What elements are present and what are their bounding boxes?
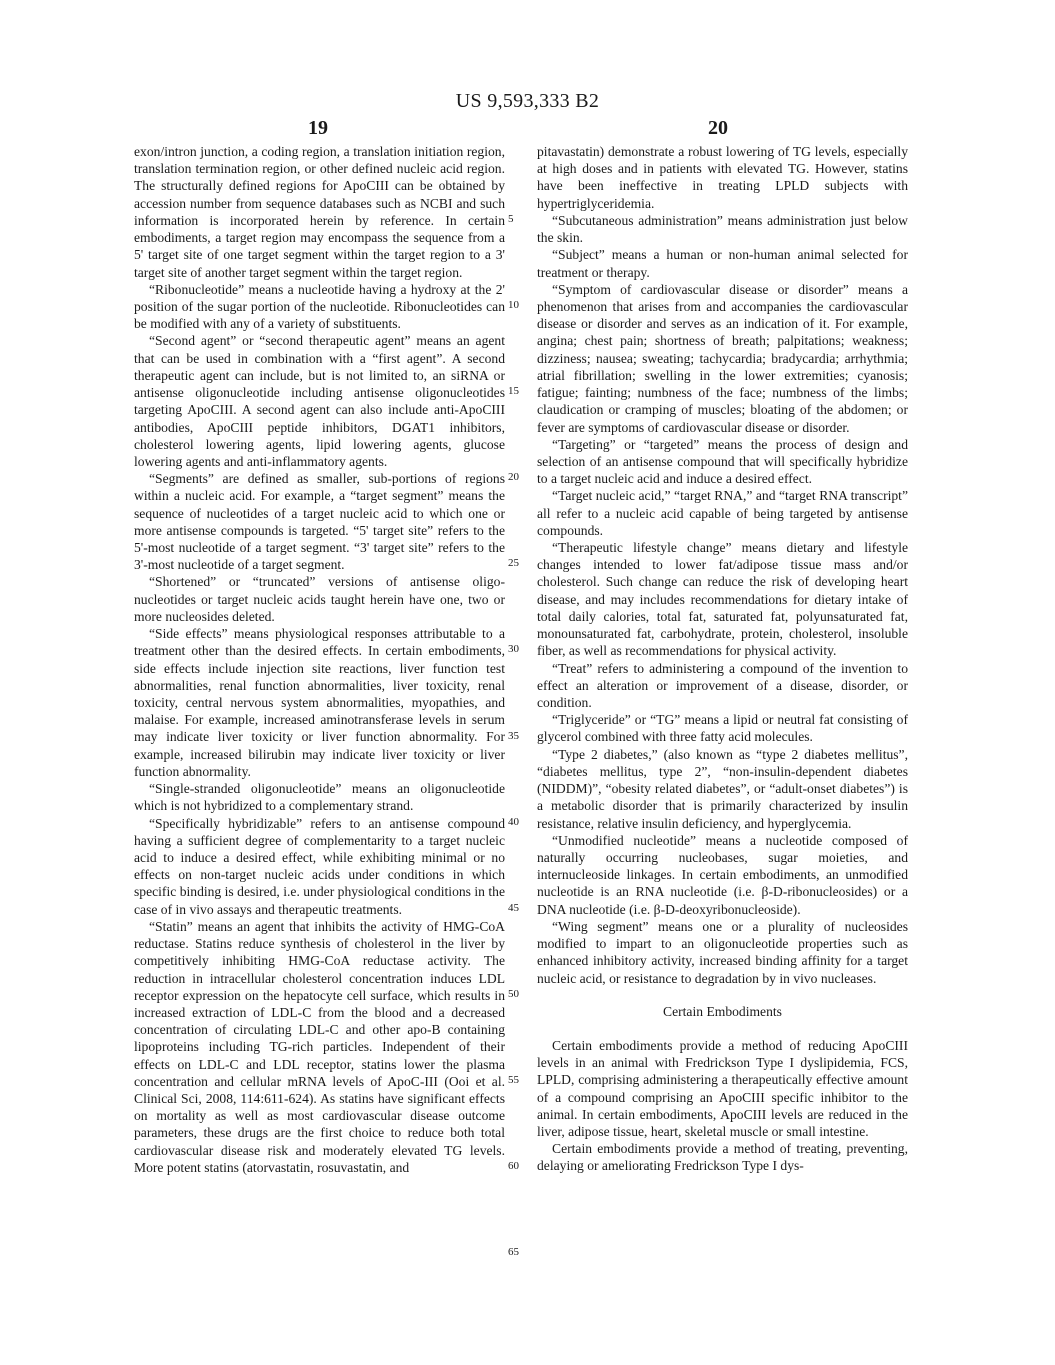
line-number: 30 [508, 643, 519, 655]
paragraph: “Subject” means a human or non-human animal selected for treatment or therapy. [537, 247, 908, 280]
line-number: 50 [508, 988, 519, 1000]
paragraph: pitavastatin) demonstrate a robust lowering of TG levels, especially at high doses and in patients with elevated TG. However, statins have been ineffective in treating LPLD subjects with hypertriglyceridemia. [537, 144, 908, 211]
line-number: 10 [508, 299, 519, 311]
line-number: 45 [508, 902, 519, 914]
line-number: 5 [508, 213, 514, 225]
paragraph: “Subcutaneous administration” means administration just below the skin. [537, 212, 908, 246]
right-column [537, 143, 908, 1175]
paragraph: exon/intron junction, a coding region, a translation initiation region, translation termination region, or other defined nucleic acid region. The structurally defined regions for ApoCIII can be obtained by accession number from sequence databases such as NCBI and such information is incorporated herein by reference. In certain embodiments, a target region may encompass the sequence from a 5' target site of one target segment within the target region to a 3' target site of another target segment within the target region. [134, 144, 505, 280]
paragraph: “Target nucleic acid,” “target RNA,” and “target RNA transcript” all refer to a nucleic acid capable of being targeted by antisense compounds. [537, 488, 908, 538]
patent-number: US 9,593,333 B2 [455, 90, 600, 112]
paragraph: Certain embodiments provide a method of reducing ApoCIII levels in an animal with Fredrickson Type I dyslipidemia, FCS, LPLD, comprising administering a therapeutically effective amount of a compound comprising an ApoCIII specific inhibitor to the animal. In certain embodiments, ApoCIII levels are reduced in the liver, adipose tissue, heart, skeletal muscle or small intestine. [537, 1037, 908, 1140]
paragraph: “Symptom of cardiovascular disease or disorder” means a phenomenon that arises from and accompanies the cardiovascular disease or disorder and serves as an indication of it. For example, angina; chest pain; shortness of breath; palpitations; weakness; dizziness; nausea; sweating; tachycardia; bradycardia; arrhythmia; atrial fibrillation; swelling in the lower extremities; cyanosis; fatigue; fainting; numbness of the face; numbness of the limbs; claudication or cramping of muscles; bloating of the abdomen; or fever are symptoms of cardiovascular disease or disorder. [537, 281, 908, 435]
line-number: 60 [508, 1160, 519, 1172]
paragraph: “Triglyceride” or “TG” means a lipid or neutral fat consisting of glycerol combined with three fatty acid molecules. [537, 712, 908, 745]
paragraph: “Therapeutic lifestyle change” means dietary and lifestyle changes intended to lower fat/adipose tissue mass and/or cholesterol. Such change can reduce the risk of developing heart disease, and may includes recommendations for dietary intake of total daily calories, total fat, saturated fat, polyunsaturated fat, monounsaturated fat, carbohydrate, protein, cholesterol, insoluble fiber, as well as recommendations for physical activity. [537, 540, 908, 659]
paragraph: Certain embodiments provide a method of treating, preventing, delaying or ameliorating Fredrickson Type I dys- [537, 1141, 908, 1174]
paragraph: “Shortened” or “truncated” versions of antisense oligonucleotides or target nucleic acids taught herein have one, two or more nucleosides deleted. [134, 574, 505, 624]
paragraph: “Second agent” or “second therapeutic agent” means an agent that can be used in combination with a “first agent”. A second therapeutic agent can include, but is not limited to, an siRNA or antisense oligonucleotide including antisense oligonucleotides targeting ApoCIII. A second agent can also include anti-ApoCIII antibodies, ApoCIII peptide inhibitors, DGAT1 inhibitors, cholesterol lowering agents, lipid lowering agents, glucose lowering agents and anti-inflammatory agents. [134, 333, 505, 469]
paragraph: “Unmodified nucleotide” means a nucleotide composed of naturally occurring nucleobases, sugar moieties, and internucleoside linkages. In certain embodiments, an unmodified nucleotide is an RNA nucleotide (i.e. β-D-ribonucleosides) or a DNA nucleotide (i.e. β-D-deoxyribonucleoside). [537, 832, 908, 917]
paragraph: “Type 2 diabetes,” (also known as “type 2 diabetes mellitus”, “diabetes mellitus, type 2”, “non-insulin-dependent diabetes (NIDDM)”, “obesity related diabetes”, or “adult-onset diabetes”) is a metabolic disorder that is primarily characterized by insulin resistance, relative insulin deficiency, and hyperglycemia. [537, 746, 908, 831]
line-number: 40 [508, 816, 519, 828]
paragraph: “Segments” are defined as smaller, sub-portions of regions within a nucleic acid. For example, a “target segment” means the sequence of nucleotides of a target nucleic acid to which one or more antisense compounds is targeted. “5' target site” refers to the 5'-most nucleotide of a target segment. “3' target site” refers to the 3'-most nucleotide of a target segment. [134, 471, 505, 573]
line-number: 35 [508, 730, 519, 742]
line-number-gutter [508, 0, 534, 1365]
line-number: 25 [508, 557, 519, 569]
line-number: 15 [508, 385, 519, 397]
paragraph: “Specifically hybridizable” refers to an antisense compound having a sufficient degree of complementarity to a target nucleic acid to induce a desired effect, while exhibiting minimal or no effects on non-target nucleic acids under conditions in which specific binding is desired, i.e. under physiological conditions in the case of in vivo assays and therapeutic treatments. [134, 815, 505, 917]
page-number-left: 19 [308, 117, 328, 139]
line-number: 65 [508, 1246, 519, 1258]
left-column [134, 143, 505, 1176]
line-number: 55 [508, 1074, 519, 1086]
line-number: 20 [508, 471, 519, 483]
paragraph: “Side effects” means physiological responses attributable to a treatment other than the desired effects. In certain embodiments, side effects include injection site reactions, liver function test abnormalities, renal function abnormalities, liver toxicity, renal toxicity, central nervous system abnormalities, myopathies, and malaise. For example, increased aminotransferase levels in serum may indicate liver toxicity or liver function abnormality. For example, increased bilirubin may indicate liver toxicity or liver function abnormality. [134, 626, 505, 779]
page-number-right: 20 [708, 117, 728, 139]
section-heading: Certain Embodiments [663, 1003, 782, 1019]
paragraph: “Single-stranded oligonucleotide” means an oligonucleotide which is not hybridized to a complementary strand. [134, 781, 505, 814]
paragraph: “Ribonucleotide” means a nucleotide having a hydroxy at the 2' position of the sugar portion of the nucleotide. Ribonucleotides can be modified with any of a variety of substituents. [134, 281, 505, 332]
paragraph: “Targeting” or “targeted” means the process of design and selection of an antisense compound that will specifically hybridize to a target nucleic acid and induce a desired effect. [537, 436, 908, 487]
paragraph: “Wing segment” means one or a plurality of nucleosides modified to impart to an oligonucleotide properties such as enhanced inhibitory activity, increased binding affinity for a target nucleic acid, or resistance to degradation by in vivo nucleases. [537, 918, 908, 986]
paragraph: “Treat” refers to administering a compound of the invention to effect an alteration or improvement of a disease, disorder, or condition. [537, 660, 908, 710]
paragraph: “Statin” means an agent that inhibits the activity of HMG-CoA reductase. Statins reduce synthesis of cholesterol in the liver by competitively inhibiting HMG-CoA reductase activity. The reduction in intracellular cholesterol concentration induces LDL receptor expression on the hepatocyte cell surface, which results in increased extraction of LDL-C from the blood and a decreased concentration of circulating LDL-C and other apo-B containing lipoproteins including TG-rich particles. Independent of their effects on LDL-C and LDL receptor, statins lower the plasma concentration and cellular mRNA levels of ApoC-III (Ooi et al. Clinical Sci, 2008, 114:611-624). As statins have significant effects on mortality as well as most cardiovascular disease outcome parameters, these drugs are the first choice to reduce both total cardiovascular disease risk and moderately elevated TG levels. More potent statins (atorvastatin, rosuvastatin, and [134, 918, 505, 1175]
